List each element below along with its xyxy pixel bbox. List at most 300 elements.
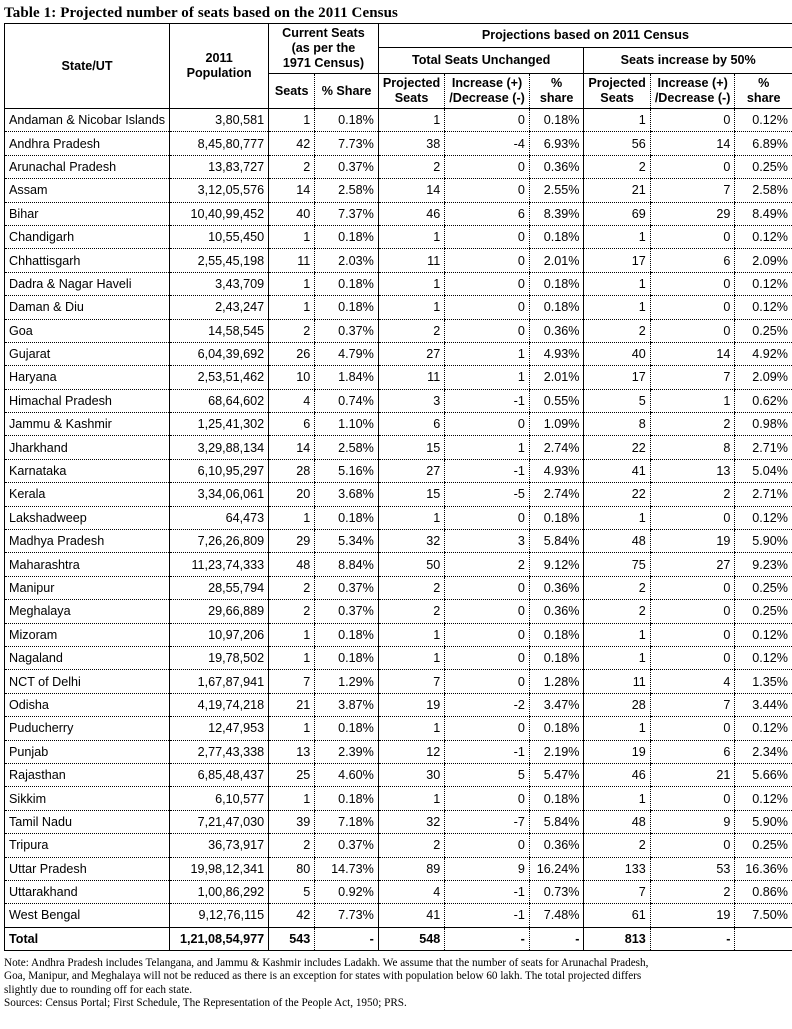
cell-unchanged-incdec: 0 (445, 109, 530, 132)
cell-inc50-projected: 1 (584, 623, 650, 646)
cell-inc50-projected: 133 (584, 857, 650, 880)
cell-current-share: 0.18% (315, 646, 379, 669)
cell-inc50-share: 2.09% (735, 249, 792, 272)
table-row (5, 763, 792, 786)
table-row (5, 670, 792, 693)
cell-inc50-projected: 17 (584, 366, 650, 389)
cell-inc50-share: 2.34% (735, 740, 792, 763)
table-row (5, 413, 792, 436)
cell-unchanged-incdec: 0 (445, 179, 530, 202)
cell-inc50-share: 0.12% (735, 296, 792, 319)
cell-inc50-share: 2.09% (735, 366, 792, 389)
cell-current-share: 0.18% (315, 717, 379, 740)
table-row (5, 225, 792, 248)
cell-inc50-projected: 22 (584, 436, 650, 459)
cell-state: Lakshadweep (5, 506, 170, 529)
cell-current-seats: 6 (269, 413, 315, 436)
cell-unchanged-share: 5.47% (529, 763, 584, 786)
cell-inc50-incdec: 2 (650, 880, 735, 903)
cell-current-share: 8.84% (315, 553, 379, 576)
table-row (5, 576, 792, 599)
cell-unchanged-incdec: 6 (445, 202, 530, 225)
cell-current-share: 1.84% (315, 366, 379, 389)
cell-current-share: 0.18% (315, 787, 379, 810)
table-row (5, 342, 792, 365)
cell-inc50-share: 0.12% (735, 717, 792, 740)
header-unchanged-group: Total Seats Unchanged (378, 48, 584, 74)
cell-inc50-incdec: 0 (650, 623, 735, 646)
cell-population: 6,10,577 (170, 787, 269, 810)
cell-inc50-projected: 28 (584, 693, 650, 716)
table-row (5, 740, 792, 763)
cell-unchanged-share: 2.74% (529, 483, 584, 506)
cell-unchanged-projected: 1 (378, 623, 444, 646)
cell-current-share: 7.18% (315, 810, 379, 833)
cell-inc50-incdec: 8 (650, 436, 735, 459)
cell-unchanged-incdec: -1 (445, 389, 530, 412)
cell-current-share: 2.03% (315, 249, 379, 272)
header-unchanged-projected (378, 74, 444, 109)
cell-inc50-projected: 46 (584, 763, 650, 786)
header-increase50-incdec (650, 74, 735, 109)
header-state: State/UT (5, 24, 170, 109)
cell-population: 3,80,581 (170, 109, 269, 132)
cell-state: Jammu & Kashmir (5, 413, 170, 436)
cell-unchanged-projected: 27 (378, 459, 444, 482)
cell-current-seats: 1 (269, 646, 315, 669)
cell-population: 1,25,41,302 (170, 413, 269, 436)
table-row (5, 904, 792, 927)
cell-inc50-share: 0.12% (735, 506, 792, 529)
cell-state: Uttar Pradesh (5, 857, 170, 880)
cell-population: 11,23,74,333 (170, 553, 269, 576)
cell-inc50-incdec: 7 (650, 366, 735, 389)
cell-population: 1,21,08,54,977 (170, 927, 269, 950)
cell-unchanged-projected: 1 (378, 296, 444, 319)
cell-unchanged-share: 3.47% (529, 693, 584, 716)
cell-population: 6,85,48,437 (170, 763, 269, 786)
cell-unchanged-incdec: -5 (445, 483, 530, 506)
cell-population: 3,43,709 (170, 272, 269, 295)
cell-inc50-incdec: 7 (650, 179, 735, 202)
cell-state: Chandigarh (5, 225, 170, 248)
cell-inc50-share: 0.12% (735, 787, 792, 810)
cell-current-seats: 48 (269, 553, 315, 576)
cell-unchanged-incdec: 0 (445, 646, 530, 669)
cell-unchanged-share: 9.12% (529, 553, 584, 576)
cell-unchanged-incdec: 0 (445, 319, 530, 342)
cell-current-seats: 7 (269, 670, 315, 693)
cell-inc50-share: 0.12% (735, 623, 792, 646)
cell-inc50-projected: 48 (584, 810, 650, 833)
cell-inc50-share: 0.12% (735, 646, 792, 669)
header-label-line: Projected (382, 76, 441, 90)
cell-current-seats: 42 (269, 132, 315, 155)
cell-state: West Bengal (5, 904, 170, 927)
cell-inc50-incdec: 0 (650, 319, 735, 342)
cell-population: 12,47,953 (170, 717, 269, 740)
cell-inc50-incdec: 6 (650, 249, 735, 272)
cell-population: 6,04,39,692 (170, 342, 269, 365)
cell-state: Karnataka (5, 459, 170, 482)
cell-population: 2,77,43,338 (170, 740, 269, 763)
cell-unchanged-projected: 2 (378, 155, 444, 178)
cell-unchanged-incdec: 5 (445, 763, 530, 786)
cell-inc50-incdec: 1 (650, 389, 735, 412)
cell-inc50-projected: 41 (584, 459, 650, 482)
cell-current-share: 0.18% (315, 623, 379, 646)
cell-current-seats: 2 (269, 319, 315, 342)
cell-population: 68,64,602 (170, 389, 269, 412)
cell-inc50-projected: 19 (584, 740, 650, 763)
cell-inc50-share: 0.25% (735, 834, 792, 857)
header-increase50-share (735, 74, 792, 109)
table-row (5, 366, 792, 389)
cell-population: 9,12,76,115 (170, 904, 269, 927)
cell-inc50-incdec: 19 (650, 530, 735, 553)
total-row (5, 927, 792, 950)
cell-inc50-incdec: 9 (650, 810, 735, 833)
cell-state: Goa (5, 319, 170, 342)
cell-state: Punjab (5, 740, 170, 763)
cell-inc50-share: 6.89% (735, 132, 792, 155)
cell-inc50-share: 2.71% (735, 436, 792, 459)
table-row (5, 272, 792, 295)
cell-unchanged-projected: 38 (378, 132, 444, 155)
cell-inc50-share: 0.25% (735, 600, 792, 623)
table-row (5, 202, 792, 225)
cell-current-share: 1.10% (315, 413, 379, 436)
cell-unchanged-incdec: 0 (445, 272, 530, 295)
cell-state: Puducherry (5, 717, 170, 740)
cell-inc50-incdec: 53 (650, 857, 735, 880)
cell-unchanged-incdec: 0 (445, 576, 530, 599)
cell-unchanged-incdec: 0 (445, 623, 530, 646)
cell-population: 3,34,06,061 (170, 483, 269, 506)
cell-population: 4,19,74,218 (170, 693, 269, 716)
cell-inc50-projected: 1 (584, 717, 650, 740)
cell-inc50-share: 5.90% (735, 530, 792, 553)
cell-unchanged-share: 0.18% (529, 646, 584, 669)
cell-unchanged-share: 2.74% (529, 436, 584, 459)
cell-current-seats: 1 (269, 787, 315, 810)
header-label-line: Projected (588, 76, 646, 90)
cell-unchanged-share: 0.36% (529, 834, 584, 857)
table-row (5, 553, 792, 576)
cell-inc50-projected: 8 (584, 413, 650, 436)
cell-inc50-share: 0.12% (735, 225, 792, 248)
table-row (5, 389, 792, 412)
cell-inc50-incdec: 2 (650, 413, 735, 436)
table-body (5, 109, 792, 951)
cell-inc50-share: 0.25% (735, 155, 792, 178)
cell-population: 19,78,502 (170, 646, 269, 669)
header-label-line: share (746, 91, 781, 105)
cell-state: Andaman & Nicobar Islands (5, 109, 170, 132)
cell-unchanged-projected: 41 (378, 904, 444, 927)
cell-current-share: 0.37% (315, 600, 379, 623)
cell-state: Uttarakhand (5, 880, 170, 903)
cell-state: Tamil Nadu (5, 810, 170, 833)
cell-unchanged-incdec: -1 (445, 904, 530, 927)
cell-inc50-share: 0.12% (735, 272, 792, 295)
cell-state: NCT of Delhi (5, 670, 170, 693)
cell-unchanged-projected: 15 (378, 436, 444, 459)
cell-state: Dadra & Nagar Haveli (5, 272, 170, 295)
cell-unchanged-projected: 32 (378, 530, 444, 553)
cell-current-share: 5.34% (315, 530, 379, 553)
cell-inc50-incdec: 21 (650, 763, 735, 786)
cell-unchanged-projected: 46 (378, 202, 444, 225)
cell-population: 13,83,727 (170, 155, 269, 178)
cell-inc50-projected: 1 (584, 296, 650, 319)
cell-current-seats: 29 (269, 530, 315, 553)
cell-unchanged-incdec: 0 (445, 225, 530, 248)
cell-current-seats: 40 (269, 202, 315, 225)
header-unchanged-share (529, 74, 584, 109)
cell-inc50-incdec: 14 (650, 342, 735, 365)
cell-inc50-projected: 1 (584, 787, 650, 810)
header-population-line1: 2011 (205, 51, 233, 65)
table-row (5, 436, 792, 459)
cell-current-share: 0.74% (315, 389, 379, 412)
cell-population: 10,97,206 (170, 623, 269, 646)
cell-current-share: 7.73% (315, 904, 379, 927)
cell-inc50-share: 1.35% (735, 670, 792, 693)
cell-unchanged-share: 0.18% (529, 717, 584, 740)
cell-population: 8,45,80,777 (170, 132, 269, 155)
header-label-line: Seats (600, 91, 634, 105)
cell-inc50-projected: 2 (584, 834, 650, 857)
cell-inc50-incdec: 27 (650, 553, 735, 576)
cell-unchanged-share: 0.18% (529, 109, 584, 132)
cell-state: Madhya Pradesh (5, 530, 170, 553)
cell-unchanged-projected: 2 (378, 600, 444, 623)
cell-inc50-share: 8.49% (735, 202, 792, 225)
table-row (5, 319, 792, 342)
table-row (5, 296, 792, 319)
cell-population: 64,473 (170, 506, 269, 529)
cell-current-seats: 4 (269, 389, 315, 412)
table-row (5, 483, 792, 506)
cell-inc50-share: 2.71% (735, 483, 792, 506)
cell-unchanged-incdec: 2 (445, 553, 530, 576)
cell-current-share: 7.37% (315, 202, 379, 225)
table-title: Table 1: Projected number of seats based on the 2011 Census (4, 5, 398, 21)
cell-state: Jharkhand (5, 436, 170, 459)
cell-state: Mizoram (5, 623, 170, 646)
table-row (5, 857, 792, 880)
cell-unchanged-incdec: 0 (445, 787, 530, 810)
cell-unchanged-share: 4.93% (529, 459, 584, 482)
cell-state: Tripura (5, 834, 170, 857)
cell-current-share: 1.29% (315, 670, 379, 693)
cell-inc50-projected: 2 (584, 319, 650, 342)
cell-inc50-incdec: 0 (650, 576, 735, 599)
cell-state: Haryana (5, 366, 170, 389)
cell-unchanged-incdec: 0 (445, 834, 530, 857)
cell-unchanged-projected: 89 (378, 857, 444, 880)
cell-unchanged-projected: 1 (378, 109, 444, 132)
cell-unchanged-share: 7.48% (529, 904, 584, 927)
cell-current-seats: 20 (269, 483, 315, 506)
cell-inc50-share: 7.50% (735, 904, 792, 927)
cell-current-share: - (315, 927, 379, 950)
cell-unchanged-share: 2.19% (529, 740, 584, 763)
cell-inc50-incdec: 0 (650, 787, 735, 810)
note-line: slightly due to rounding off for each state. (4, 983, 193, 996)
cell-population: 6,10,95,297 (170, 459, 269, 482)
cell-unchanged-share: 5.84% (529, 810, 584, 833)
seats-projection-table (4, 23, 792, 951)
cell-state: Chhattisgarh (5, 249, 170, 272)
cell-state: Gujarat (5, 342, 170, 365)
cell-current-seats: 1 (269, 717, 315, 740)
cell-inc50-projected: 21 (584, 179, 650, 202)
header-increase50-projected (584, 74, 650, 109)
cell-inc50-share: 3.44% (735, 693, 792, 716)
cell-inc50-share: 0.86% (735, 880, 792, 903)
cell-state: Odisha (5, 693, 170, 716)
cell-population: 14,58,545 (170, 319, 269, 342)
table-row (5, 155, 792, 178)
cell-state: Rajasthan (5, 763, 170, 786)
cell-unchanged-incdec: 0 (445, 249, 530, 272)
table-row (5, 600, 792, 623)
cell-current-share: 5.16% (315, 459, 379, 482)
cell-inc50-incdec: 0 (650, 834, 735, 857)
cell-current-seats: 28 (269, 459, 315, 482)
cell-current-seats: 1 (269, 225, 315, 248)
cell-state: Manipur (5, 576, 170, 599)
header-current-share: % Share (315, 74, 379, 109)
cell-current-share: 2.39% (315, 740, 379, 763)
cell-current-seats: 2 (269, 576, 315, 599)
header-current-line1: Current Seats (282, 26, 365, 40)
cell-inc50-incdec: 14 (650, 132, 735, 155)
header-label-line: share (539, 91, 574, 105)
cell-unchanged-projected: 19 (378, 693, 444, 716)
cell-unchanged-incdec: 0 (445, 155, 530, 178)
cell-inc50-projected: 1 (584, 272, 650, 295)
cell-unchanged-projected: 1 (378, 506, 444, 529)
cell-current-share: 3.68% (315, 483, 379, 506)
cell-current-seats: 14 (269, 436, 315, 459)
cell-unchanged-projected: 4 (378, 880, 444, 903)
cell-state: Maharashtra (5, 553, 170, 576)
cell-inc50-share: 5.66% (735, 763, 792, 786)
header-label-line: % (551, 76, 563, 90)
cell-inc50-share: 0.25% (735, 319, 792, 342)
cell-inc50-share: 0.25% (735, 576, 792, 599)
table-row (5, 530, 792, 553)
cell-population: 29,66,889 (170, 600, 269, 623)
cell-unchanged-projected: 7 (378, 670, 444, 693)
cell-unchanged-incdec: -1 (445, 740, 530, 763)
note-line: Note: Andhra Pradesh includes Telangana, and Jammu & Kashmir includes Ladakh. We assume that the number of seats for Arunachal Pradesh, (4, 957, 649, 969)
cell-unchanged-incdec: 0 (445, 413, 530, 436)
cell-current-share: 2.58% (315, 179, 379, 202)
cell-unchanged-share: 0.36% (529, 155, 584, 178)
cell-inc50-projected: 2 (584, 155, 650, 178)
table-row (5, 179, 792, 202)
cell-unchanged-projected: 3 (378, 389, 444, 412)
header-increase50-group: Seats increase by 50% (584, 48, 792, 74)
cell-unchanged-share: 2.01% (529, 366, 584, 389)
cell-inc50-projected: 5 (584, 389, 650, 412)
cell-current-seats: 42 (269, 904, 315, 927)
cell-inc50-share: 9.23% (735, 553, 792, 576)
cell-current-seats: 25 (269, 763, 315, 786)
cell-state: Kerala (5, 483, 170, 506)
cell-current-share: 0.18% (315, 109, 379, 132)
cell-current-seats: 26 (269, 342, 315, 365)
cell-inc50-projected: 1 (584, 109, 650, 132)
cell-current-seats: 14 (269, 179, 315, 202)
cell-current-seats: 5 (269, 880, 315, 903)
cell-inc50-projected: 40 (584, 342, 650, 365)
cell-inc50-projected: 22 (584, 483, 650, 506)
cell-inc50-share: 5.90% (735, 810, 792, 833)
cell-unchanged-incdec: -4 (445, 132, 530, 155)
table-footnote (4, 957, 788, 1011)
cell-inc50-share: 0.62% (735, 389, 792, 412)
cell-inc50-incdec: 0 (650, 225, 735, 248)
cell-current-seats: 2 (269, 600, 315, 623)
cell-unchanged-projected: 30 (378, 763, 444, 786)
cell-unchanged-projected: 1 (378, 717, 444, 740)
table-row (5, 880, 792, 903)
cell-inc50-share (735, 927, 792, 950)
header-label-line: Seats (394, 91, 429, 105)
cell-current-share: 4.79% (315, 342, 379, 365)
cell-inc50-projected: 1 (584, 646, 650, 669)
cell-inc50-share: 2.58% (735, 179, 792, 202)
cell-unchanged-incdec: 0 (445, 296, 530, 319)
cell-unchanged-projected: 50 (378, 553, 444, 576)
cell-population: 2,43,247 (170, 296, 269, 319)
cell-current-seats: 543 (269, 927, 315, 950)
cell-unchanged-share: 16.24% (529, 857, 584, 880)
table-row (5, 506, 792, 529)
cell-inc50-projected: 1 (584, 506, 650, 529)
cell-unchanged-share: 0.36% (529, 576, 584, 599)
cell-population: 2,53,51,462 (170, 366, 269, 389)
cell-unchanged-projected: 2 (378, 576, 444, 599)
table-row (5, 249, 792, 272)
table-row (5, 109, 792, 132)
cell-unchanged-share: 4.93% (529, 342, 584, 365)
cell-unchanged-projected: 2 (378, 834, 444, 857)
cell-inc50-projected: 1 (584, 225, 650, 248)
cell-unchanged-share: 6.93% (529, 132, 584, 155)
cell-inc50-projected: 7 (584, 880, 650, 903)
cell-inc50-projected: 17 (584, 249, 650, 272)
header-label-line: /Decrease (-) (449, 91, 525, 105)
cell-current-share: 0.37% (315, 834, 379, 857)
cell-unchanged-share: 2.01% (529, 249, 584, 272)
cell-inc50-incdec: 0 (650, 646, 735, 669)
cell-inc50-projected: 2 (584, 576, 650, 599)
cell-unchanged-projected: 11 (378, 366, 444, 389)
cell-unchanged-share: 0.18% (529, 506, 584, 529)
header-projections-group: Projections based on 2011 Census (378, 24, 792, 48)
cell-current-seats: 11 (269, 249, 315, 272)
cell-current-seats: 1 (269, 109, 315, 132)
cell-current-seats: 2 (269, 155, 315, 178)
cell-current-seats: 13 (269, 740, 315, 763)
cell-state: Bihar (5, 202, 170, 225)
